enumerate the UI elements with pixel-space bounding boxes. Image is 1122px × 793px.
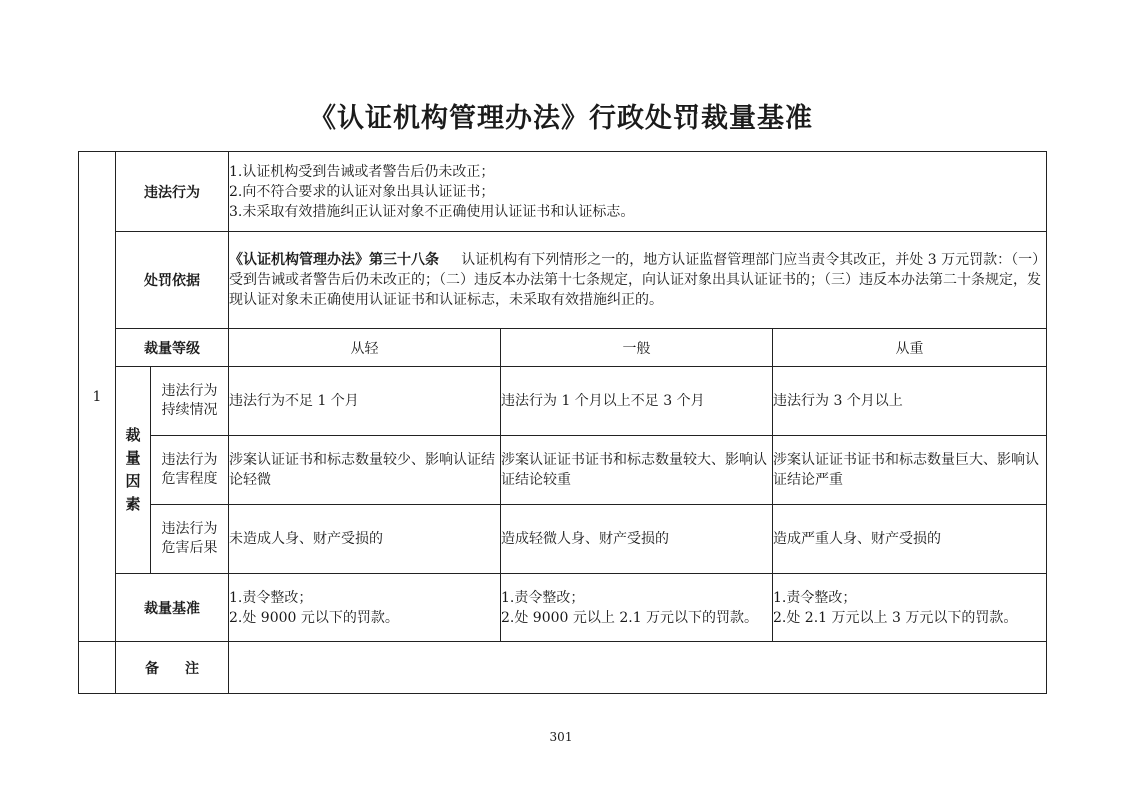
factor-label-char: 素 [125, 495, 141, 513]
remarks-label-char: 注 [185, 660, 199, 677]
factor-name-line: 违法行为 [161, 383, 218, 399]
basis-text: 认证机构有下列情形之一的，地方认证监督管理部门应当责令其改正，并处 3 万元罚款：（一）受到告诫或者警告后仍未改正的；（二）违反本办法第十七条规定，向认证对象出具认证证书的；（三）违反本办法第二十条规定，发现认证对象未正确使用认证证书和认证标志，未采取有效措施纠正的。 [229, 252, 1041, 308]
factor-row [79, 505, 1047, 574]
standard-light [229, 574, 501, 642]
standard-line: 1.责令整改； [229, 589, 313, 606]
standard-line: 2.处 9000 元以上 2.1 万元以下的罚款。 [501, 609, 759, 626]
violation-label: 违法行为 [116, 152, 229, 232]
remarks-value [229, 642, 1047, 694]
level-label: 裁量等级 [116, 329, 229, 367]
factor-name-line: 危害程度 [161, 471, 218, 487]
basis-article: 《认证机构管理办法》第三十八条 [229, 252, 439, 268]
factor-value: 造成轻微人身、财产受损的 [501, 505, 773, 574]
remarks-label [116, 642, 229, 694]
standard-row [79, 574, 1047, 642]
factor-name-line: 危害后果 [161, 540, 218, 556]
level-row [79, 329, 1047, 367]
standard-label: 裁量基准 [116, 574, 229, 642]
factor-name [151, 505, 229, 574]
penalty-table [78, 151, 1047, 694]
standard-line: 1.责令整改； [501, 589, 585, 606]
level-light: 从轻 [229, 329, 501, 367]
factor-value: 违法行为不足 1 个月 [229, 367, 501, 436]
page-title: 《认证机构管理办法》行政处罚裁量基准 [309, 103, 813, 134]
basis-label: 处罚依据 [116, 232, 229, 329]
factor-value: 涉案认证证书证书和标志数量较大、影响认证结论较重 [501, 436, 773, 505]
factor-label-char: 量 [125, 449, 141, 467]
factor-name-line: 违法行为 [161, 452, 218, 468]
factor-value: 涉案认证证书和标志数量较少、影响认证结论轻微 [229, 436, 501, 505]
violation-line: 1.认证机构受到告诫或者警告后仍未改正； [229, 163, 495, 180]
factor-label-char: 裁 [125, 426, 141, 444]
factor-name-line: 违法行为 [161, 521, 218, 537]
factor-name [151, 436, 229, 505]
factor-name-line: 持续情况 [161, 402, 218, 418]
factor-label [116, 367, 151, 574]
standard-heavy [773, 574, 1047, 642]
violation-line: 2.向不符合要求的认证对象出具认证证书； [229, 183, 495, 200]
factor-name [151, 367, 229, 436]
violation-line: 3.未采取有效措施纠正认证对象不正确使用认证证书和认证标志。 [229, 203, 635, 220]
standard-normal [501, 574, 773, 642]
level-normal: 一般 [501, 329, 773, 367]
factor-value: 造成严重人身、财产受损的 [773, 505, 1047, 574]
remarks-row [79, 642, 1047, 694]
factor-row [79, 367, 1047, 436]
page-number: 301 [549, 730, 573, 744]
factor-value: 违法行为 1 个月以上不足 3 个月 [501, 367, 773, 436]
factor-value: 违法行为 3 个月以上 [773, 367, 1047, 436]
standard-line: 2.处 9000 元以下的罚款。 [229, 609, 399, 626]
level-heavy: 从重 [773, 329, 1047, 367]
factor-value: 涉案认证证书证书和标志数量巨大、影响认证结论严重 [773, 436, 1047, 505]
basis-row [79, 232, 1047, 329]
factor-value: 未造成人身、财产受损的 [229, 505, 501, 574]
standard-line: 1.责令整改； [773, 589, 857, 606]
basis-content [229, 232, 1047, 329]
standard-line: 2.处 2.1 万元以上 3 万元以下的罚款。 [773, 609, 1018, 626]
factor-label-char: 因 [125, 472, 141, 490]
remarks-label-char: 备 [145, 660, 185, 677]
factor-row [79, 436, 1047, 505]
violation-row [79, 152, 1047, 232]
violation-content [229, 152, 1047, 232]
item-number: 1 [79, 152, 116, 642]
